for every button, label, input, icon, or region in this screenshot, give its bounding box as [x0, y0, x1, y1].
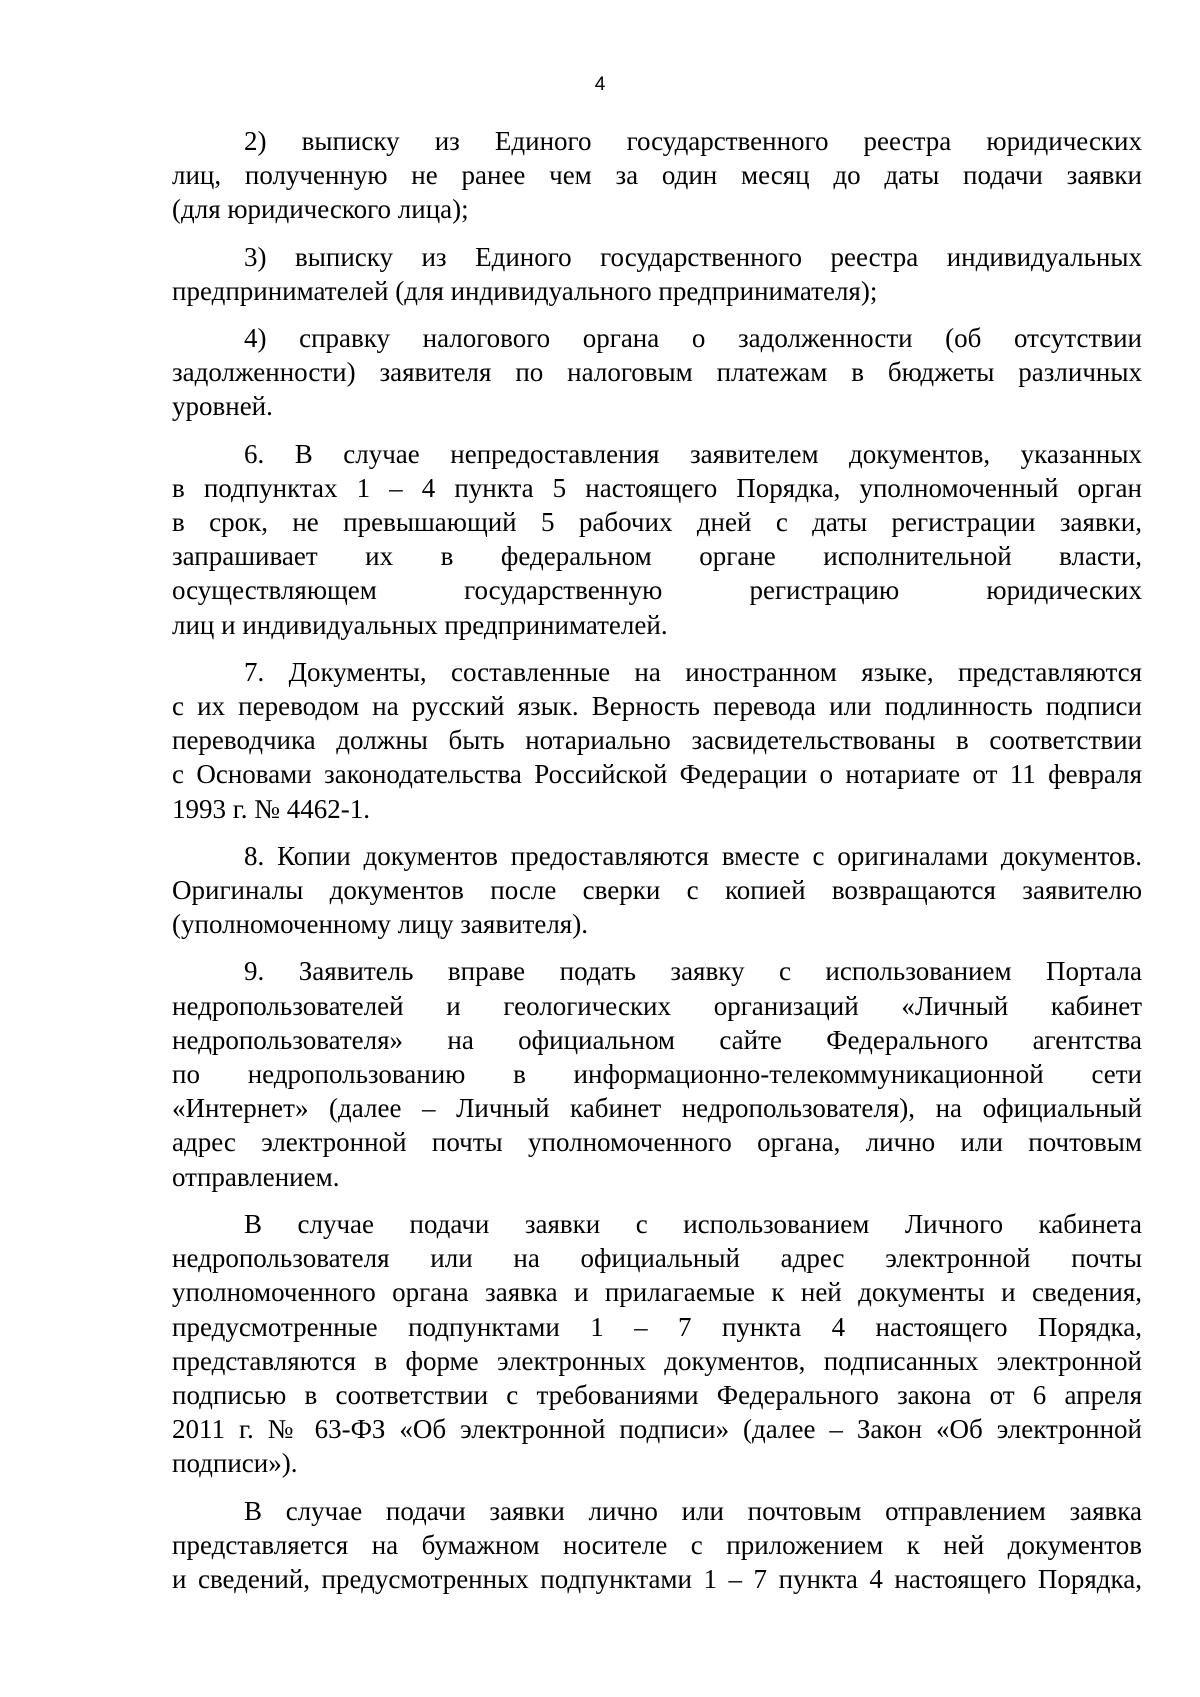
- paragraph-paper-submission: [172, 1494, 1142, 1597]
- text-line: с их переводом на русский язык. Верность перевода или подлинность подписи: [172, 691, 1142, 722]
- paragraph-item-3: [172, 240, 1142, 308]
- text-line: В случае подачи заявки лично или почтовым отправлением заявка: [244, 1495, 1142, 1526]
- text-line: (для юридического лица);: [172, 194, 469, 225]
- paragraph-electronic-submission: [172, 1207, 1142, 1481]
- text-line: Оригиналы документов после сверки с копией возвращаются заявителю: [172, 875, 1142, 906]
- text-line: 4) справку налогового органа о задолженности (об отсутствии: [244, 323, 1142, 354]
- text-line: 1993 г. № 4462-1.: [172, 793, 371, 824]
- paragraph-clause-9: [172, 954, 1142, 1193]
- text-line: предусмотренные подпунктами 1 – 7 пункта 4 настоящего Порядка,: [172, 1311, 1142, 1342]
- text-line: задолженности) заявителя по налоговым платежам в бюджеты различных: [172, 357, 1142, 388]
- paragraph-item-4: [172, 321, 1142, 424]
- text-line: недропользователя» на официальном сайте Федерального агентства: [172, 1024, 1142, 1055]
- text-line: запрашивает их в федеральном органе исполнительной власти,: [172, 541, 1142, 572]
- text-line: подписи»).: [172, 1448, 298, 1479]
- text-line: с Основами законодательства Российской Федерации о нотариате от 11 февраля: [172, 759, 1142, 790]
- text-line: представляется на бумажном носителе с приложением к ней документов: [172, 1529, 1142, 1560]
- text-line: предпринимателей (для индивидуального предпринимателя);: [172, 275, 878, 306]
- paragraph-clause-7: [172, 655, 1142, 826]
- text-line: уровней.: [172, 391, 273, 422]
- document-body: [172, 124, 1142, 1609]
- text-line: представляются в форме электронных документов, подписанных электронной: [172, 1345, 1142, 1376]
- text-line: 6. В случае непредоставления заявителем документов, указанных: [244, 438, 1142, 469]
- text-line: недропользователей и геологических организаций «Личный кабинет: [172, 990, 1142, 1021]
- text-line: лиц, полученную не ранее чем за один месяц до даты подачи заявки: [172, 160, 1142, 191]
- text-line: переводчика должны быть нотариально засвидетельствованы в соответствии: [172, 725, 1142, 756]
- text-line: 8. Копии документов предоставляются вместе с оригиналами документов.: [244, 840, 1142, 871]
- text-line: лиц и индивидуальных предпринимателей.: [172, 609, 668, 640]
- text-line: В случае подачи заявки с использованием Личного кабинета: [244, 1208, 1142, 1239]
- text-line: отправлением.: [172, 1161, 340, 1192]
- text-line: в срок, не превышающий 5 рабочих дней с даты регистрации заявки,: [172, 507, 1142, 538]
- text-line: и сведений, предусмотренных подпунктами 1 – 7 пункта 4 настоящего Порядка,: [172, 1563, 1142, 1594]
- text-line: подписью в соответствии с требованиями Федерального закона от 6 апреля: [172, 1379, 1142, 1410]
- text-line: адрес электронной почты уполномоченного органа, лично или почтовым: [172, 1127, 1142, 1158]
- text-line: 2) выписку из Единого государственного реестра юридических: [244, 126, 1142, 156]
- paragraph-item-2: [172, 124, 1142, 227]
- text-line: 7. Документы, составленные на иностранном языке, представляются: [244, 656, 1142, 687]
- text-line: в подпунктах 1 – 4 пункта 5 настоящего Порядка, уполномоченный орган: [172, 472, 1142, 503]
- text-line: (уполномоченному лицу заявителя).: [172, 909, 588, 940]
- text-line: «Интернет» (далее – Личный кабинет недропользователя), на официальный: [172, 1093, 1142, 1124]
- text-line: 2011 г. № 63-ФЗ «Об электронной подписи» (далее – Закон «Об электронной: [172, 1414, 1142, 1445]
- paragraph-clause-8: [172, 839, 1142, 942]
- text-line: уполномоченного органа заявка и прилагаемые к ней документы и сведения,: [172, 1277, 1142, 1308]
- text-line: 3) выписку из Единого государственного реестра индивидуальных: [244, 241, 1142, 272]
- paragraph-clause-6: [172, 437, 1142, 642]
- text-line: недропользователя или на официальный адрес электронной почты: [172, 1243, 1142, 1274]
- page-number: 4: [594, 74, 606, 95]
- text-line: осуществляющем государственную регистрацию юридических: [172, 575, 1142, 606]
- text-line: 9. Заявитель вправе подать заявку с использованием Портала: [244, 956, 1142, 987]
- text-line: по недропользованию в информационно-телекоммуникационной сети: [172, 1059, 1142, 1090]
